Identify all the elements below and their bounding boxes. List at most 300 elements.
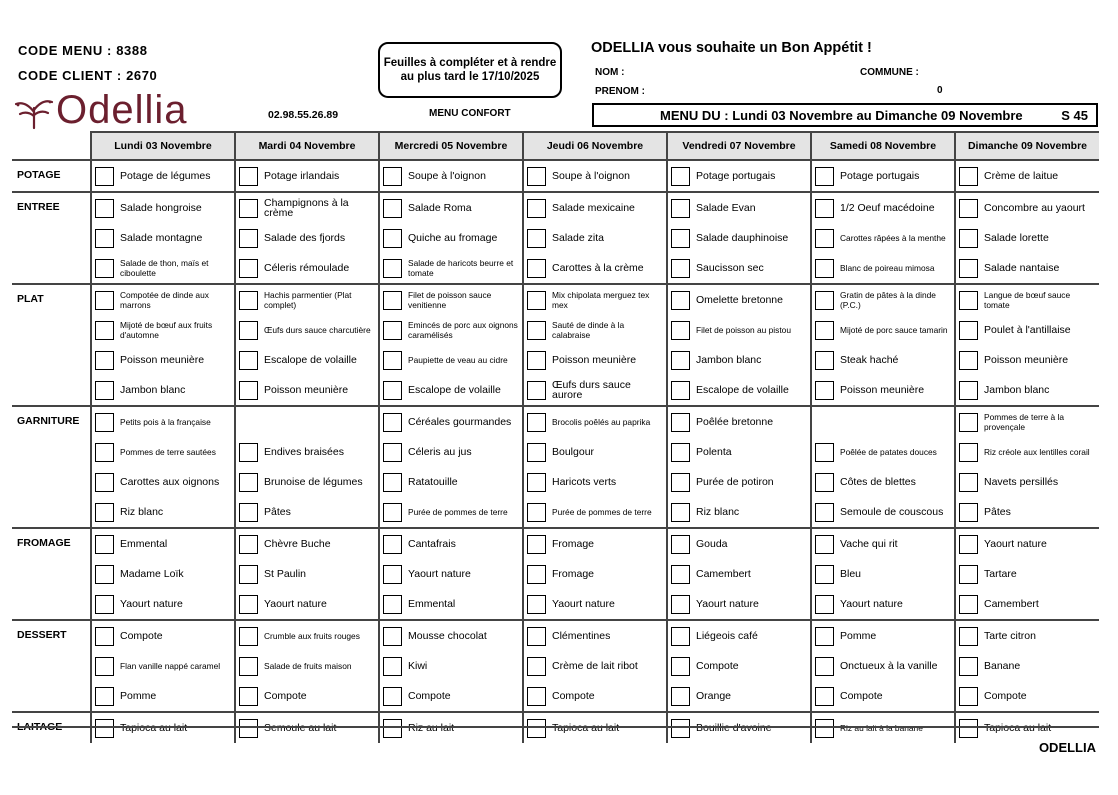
dish-label: Kiwi (408, 660, 428, 672)
choice-checkbox[interactable] (671, 229, 690, 248)
dish-label: Jambon blanc (984, 384, 1050, 396)
choice-checkbox[interactable] (815, 719, 834, 738)
choice-checkbox[interactable] (815, 167, 834, 186)
dish-label: Poisson meunière (984, 354, 1069, 366)
category-label: GARNITURE (12, 406, 91, 528)
menu-cell (811, 315, 955, 345)
choice-checkbox[interactable] (95, 199, 114, 218)
choice-checkbox[interactable] (671, 503, 690, 522)
choice-checkbox[interactable] (239, 503, 258, 522)
menu-cell (379, 528, 523, 559)
choice-checkbox[interactable] (671, 595, 690, 614)
choice-checkbox[interactable] (671, 199, 690, 218)
choice-checkbox[interactable] (383, 351, 402, 370)
dish-label: Salade de haricots beurre et tomate (408, 258, 514, 278)
choice-checkbox[interactable] (671, 535, 690, 554)
dish-label: Boulgour (552, 446, 595, 458)
menu-cell (379, 620, 523, 651)
menu-cell (235, 284, 379, 315)
dish-label: Langue de bœuf sauce tomate (984, 290, 1071, 310)
dish-label: St Paulin (264, 568, 307, 580)
choice-checkbox[interactable] (959, 291, 978, 310)
choice-checkbox[interactable] (959, 535, 978, 554)
dish-label: Jambon blanc (120, 384, 186, 396)
menu-cell (955, 437, 1099, 467)
logo (12, 88, 212, 132)
dish-label: Mix chipolata merguez tex mex (552, 290, 650, 310)
menu-cell (523, 528, 667, 559)
menu-cell (667, 467, 811, 497)
choice-checkbox[interactable] (383, 473, 402, 492)
menu-cell (667, 223, 811, 253)
dish-label: Liégeois café (696, 630, 758, 642)
choice-checkbox[interactable] (239, 321, 258, 340)
dish-label: Omelette bretonne (696, 294, 783, 306)
choice-checkbox[interactable] (815, 229, 834, 248)
deadline-line-2: au plus tard le 17/10/2025 (400, 71, 540, 83)
menu-row (12, 589, 1099, 620)
choice-checkbox[interactable] (527, 535, 546, 554)
menu-row (12, 160, 1099, 192)
week-number: S 45 (1061, 107, 1088, 123)
dish-label: Semoule de couscous (840, 506, 944, 518)
prenom-label: PRENOM : (595, 86, 645, 97)
menu-cell (379, 681, 523, 712)
choice-checkbox[interactable] (239, 291, 258, 310)
dish-label: Potage portugais (696, 170, 776, 182)
menu-row (12, 192, 1099, 223)
choice-checkbox[interactable] (239, 443, 258, 462)
dish-label: Clémentines (552, 630, 611, 642)
choice-checkbox[interactable] (239, 229, 258, 248)
choice-checkbox[interactable] (239, 657, 258, 676)
menu-cell (667, 375, 811, 406)
dish-label: Mousse chocolat (408, 630, 487, 642)
menu-cell (235, 192, 379, 223)
menu-cell (523, 345, 667, 375)
dish-label: Carottes râpées à la menthe (840, 233, 946, 243)
menu-cell (811, 528, 955, 559)
choice-checkbox[interactable] (383, 657, 402, 676)
choice-checkbox[interactable] (959, 565, 978, 584)
choice-checkbox[interactable] (383, 229, 402, 248)
menu-cell (91, 681, 235, 712)
dish-label: Tapioca au lait (984, 722, 1052, 734)
choice-checkbox[interactable] (95, 565, 114, 584)
choice-checkbox[interactable] (383, 413, 402, 432)
choice-checkbox[interactable] (95, 687, 114, 706)
menu-cell (523, 284, 667, 315)
menu-cell (91, 651, 235, 681)
choice-checkbox[interactable] (239, 627, 258, 646)
choice-checkbox[interactable] (95, 291, 114, 310)
dish-label: Salade zita (552, 232, 604, 244)
choice-checkbox[interactable] (959, 381, 978, 400)
choice-checkbox[interactable] (671, 473, 690, 492)
choice-checkbox[interactable] (527, 291, 546, 310)
choice-checkbox[interactable] (527, 657, 546, 676)
dish-label: Salade lorette (984, 232, 1049, 244)
menu-cell (667, 192, 811, 223)
choice-checkbox[interactable] (383, 503, 402, 522)
choice-checkbox[interactable] (671, 351, 690, 370)
dish-label: Yaourt nature (696, 598, 759, 610)
dish-label: Yaourt nature (408, 568, 471, 580)
choice-checkbox[interactable] (239, 473, 258, 492)
choice-checkbox[interactable] (959, 503, 978, 522)
dish-label: Potage de légumes (120, 170, 211, 182)
menu-cell (235, 375, 379, 406)
menu-cell (811, 253, 955, 284)
dish-label: Potage irlandais (264, 170, 340, 182)
choice-checkbox[interactable] (95, 351, 114, 370)
choice-checkbox[interactable] (527, 443, 546, 462)
choice-checkbox[interactable] (959, 259, 978, 278)
choice-checkbox[interactable] (95, 259, 114, 278)
dish-label: Chèvre Buche (264, 538, 331, 550)
day-header: Mercredi 05 Novembre (379, 132, 523, 160)
choice-checkbox[interactable] (959, 719, 978, 738)
menu-cell (811, 681, 955, 712)
menu-row (12, 284, 1099, 315)
menu-cell (379, 315, 523, 345)
choice-checkbox[interactable] (527, 259, 546, 278)
menu-cell (379, 253, 523, 284)
choice-checkbox[interactable] (671, 167, 690, 186)
dish-label: 1/2 Oeuf macédoine (840, 202, 935, 214)
dish-label: Pomme (840, 630, 877, 642)
menu-row (12, 559, 1099, 589)
dish-label: Poêlée de patates douces (840, 447, 937, 457)
choice-checkbox[interactable] (95, 321, 114, 340)
choice-checkbox[interactable] (959, 413, 978, 432)
greeting: ODELLIA vous souhaite un Bon Appétit ! (591, 40, 872, 56)
menu-cell (523, 589, 667, 620)
choice-checkbox[interactable] (383, 595, 402, 614)
dish-label: Blanc de poireau mimosa (840, 263, 935, 273)
menu-cell (523, 437, 667, 467)
choice-checkbox[interactable] (671, 719, 690, 738)
deadline-notice (378, 42, 562, 98)
day-header: Dimanche 09 Novembre (955, 132, 1099, 160)
choice-checkbox[interactable] (95, 595, 114, 614)
choice-checkbox[interactable] (815, 595, 834, 614)
menu-cell (91, 528, 235, 559)
choice-checkbox[interactable] (527, 719, 546, 738)
menu-cell (811, 589, 955, 620)
choice-checkbox[interactable] (527, 229, 546, 248)
dish-label: Banane (984, 660, 1021, 672)
commune-label: COMMUNE : (860, 67, 919, 78)
menu-row (12, 223, 1099, 253)
choice-checkbox[interactable] (815, 687, 834, 706)
choice-checkbox[interactable] (959, 351, 978, 370)
choice-checkbox[interactable] (95, 473, 114, 492)
choice-checkbox[interactable] (239, 381, 258, 400)
choice-checkbox[interactable] (239, 167, 258, 186)
menu-row (12, 437, 1099, 467)
day-header: Jeudi 06 Novembre (523, 132, 667, 160)
dish-label: Côtes de blettes (840, 476, 916, 488)
dish-label: Onctueux à la vanille (840, 660, 938, 672)
choice-checkbox[interactable] (671, 657, 690, 676)
dish-label: Pâtes (264, 506, 291, 518)
menu-cell (955, 559, 1099, 589)
category-label: DESSERT (12, 620, 91, 712)
choice-checkbox[interactable] (815, 321, 834, 340)
choice-checkbox[interactable] (815, 503, 834, 522)
dish-label: Saucisson sec (696, 262, 764, 274)
choice-checkbox[interactable] (671, 413, 690, 432)
choice-checkbox[interactable] (959, 167, 978, 186)
dish-label: Camembert (696, 568, 751, 580)
choice-checkbox[interactable] (527, 473, 546, 492)
menu-cell (955, 375, 1099, 406)
choice-checkbox[interactable] (959, 199, 978, 218)
menu-row (12, 315, 1099, 345)
menu-cell (955, 467, 1099, 497)
dish-label: Compotée de dinde aux marrons (120, 290, 209, 310)
menu-cell (235, 467, 379, 497)
menu-row (12, 467, 1099, 497)
menu-cell (523, 375, 667, 406)
menu-cell (235, 497, 379, 528)
menu-cell (811, 437, 955, 467)
menu-cell (955, 253, 1099, 284)
dish-label: Riz créole aux lentilles corail (984, 447, 1090, 457)
choice-checkbox[interactable] (239, 351, 258, 370)
menu-cell (235, 681, 379, 712)
menu-cell (91, 375, 235, 406)
menu-row (12, 620, 1099, 651)
choice-checkbox[interactable] (815, 565, 834, 584)
dish-label: Pommes de terre à la provençale (984, 412, 1065, 432)
dish-label: Yaourt nature (264, 598, 327, 610)
menu-cell (379, 467, 523, 497)
choice-checkbox[interactable] (815, 259, 834, 278)
choice-checkbox[interactable] (671, 687, 690, 706)
menu-cell (91, 589, 235, 620)
menu-cell (667, 681, 811, 712)
menu-cell (667, 160, 811, 192)
choice-checkbox[interactable] (959, 657, 978, 676)
choice-checkbox[interactable] (527, 167, 546, 186)
menu-cell (523, 160, 667, 192)
choice-checkbox[interactable] (959, 595, 978, 614)
dish-label: Brocolis poêlés au paprika (552, 417, 651, 427)
choice-checkbox[interactable] (671, 259, 690, 278)
choice-checkbox[interactable] (527, 503, 546, 522)
choice-checkbox[interactable] (95, 381, 114, 400)
dish-label: Fromage (552, 538, 595, 550)
choice-checkbox[interactable] (383, 167, 402, 186)
dish-label: Purée de pommes de terre (408, 507, 508, 517)
deadline-line-1: Feuilles à compléter et à rendre (383, 57, 557, 69)
dish-label: Pâtes (984, 506, 1011, 518)
choice-checkbox[interactable] (239, 259, 258, 278)
menu-cell (667, 437, 811, 467)
dish-label: Salade de thon, maïs et ciboulette (120, 258, 209, 278)
choice-checkbox[interactable] (815, 351, 834, 370)
choice-checkbox[interactable] (383, 199, 402, 218)
dish-label: Soupe à l'oignon (552, 170, 630, 182)
menu-cell (379, 160, 523, 192)
choice-checkbox[interactable] (815, 291, 834, 310)
choice-checkbox[interactable] (95, 413, 114, 432)
dish-label: Ratatouille (408, 476, 458, 488)
menu-cell (379, 375, 523, 406)
menu-cell (235, 651, 379, 681)
menu-cell (235, 160, 379, 192)
choice-checkbox[interactable] (527, 595, 546, 614)
dish-label: Pommes de terre sautées (120, 447, 216, 457)
choice-checkbox[interactable] (95, 535, 114, 554)
choice-checkbox[interactable] (239, 199, 258, 218)
choice-checkbox[interactable] (239, 565, 258, 584)
dish-label: Salade hongroise (120, 202, 202, 214)
choice-checkbox[interactable] (815, 535, 834, 554)
menu-cell (811, 223, 955, 253)
dish-label: Crumble aux fruits rouges (264, 631, 360, 641)
menu-cell (91, 253, 235, 284)
choice-checkbox[interactable] (815, 627, 834, 646)
logo-text: Odellia (56, 88, 188, 132)
choice-checkbox[interactable] (671, 291, 690, 310)
menu-row (12, 497, 1099, 528)
choice-checkbox[interactable] (671, 627, 690, 646)
dish-label: Compote (408, 690, 451, 702)
dish-label: Haricots verts (552, 476, 617, 488)
choice-checkbox[interactable] (959, 443, 978, 462)
footer-brand: ODELLIA (1038, 740, 1096, 755)
choice-checkbox[interactable] (383, 535, 402, 554)
choice-checkbox[interactable] (671, 565, 690, 584)
menu-cell (667, 284, 811, 315)
choice-checkbox[interactable] (527, 381, 546, 400)
choice-checkbox[interactable] (959, 321, 978, 340)
choice-checkbox[interactable] (95, 657, 114, 676)
choice-checkbox[interactable] (383, 321, 402, 340)
choice-checkbox[interactable] (527, 321, 546, 340)
menu-cell (379, 437, 523, 467)
menu-cell (811, 620, 955, 651)
dish-label: Quiche au fromage (408, 232, 498, 244)
dish-label: Madame Loïk (120, 568, 184, 580)
choice-checkbox[interactable] (239, 535, 258, 554)
menu-cell (811, 345, 955, 375)
menu-cell (91, 345, 235, 375)
choice-checkbox[interactable] (95, 503, 114, 522)
menu-cell (523, 406, 667, 437)
dish-label: Poêlée bretonne (696, 416, 774, 428)
choice-checkbox[interactable] (959, 627, 978, 646)
choice-checkbox[interactable] (527, 565, 546, 584)
choice-checkbox[interactable] (815, 443, 834, 462)
dish-label: Poisson meunière (120, 354, 205, 366)
menu-type: MENU CONFORT (429, 108, 511, 119)
dish-label: Poisson meunière (264, 384, 349, 396)
choice-checkbox[interactable] (671, 321, 690, 340)
menu-row (12, 375, 1099, 406)
choice-checkbox[interactable] (527, 687, 546, 706)
choice-checkbox[interactable] (95, 443, 114, 462)
choice-checkbox[interactable] (527, 627, 546, 646)
menu-cell (667, 620, 811, 651)
dish-label: Œufs durs sauce aurore (552, 379, 631, 401)
choice-checkbox[interactable] (527, 351, 546, 370)
menu-period: MENU DU : Lundi 03 Novembre au Dimanche 09 Novembre (660, 107, 1023, 123)
choice-checkbox[interactable] (383, 565, 402, 584)
choice-checkbox[interactable] (671, 381, 690, 400)
phone-number: 02.98.55.26.89 (268, 109, 339, 121)
menu-cell (955, 160, 1099, 192)
choice-checkbox[interactable] (95, 627, 114, 646)
choice-checkbox[interactable] (239, 719, 258, 738)
menu-cell (667, 589, 811, 620)
choice-checkbox[interactable] (383, 687, 402, 706)
dish-label: Orange (696, 690, 732, 702)
menu-cell (91, 160, 235, 192)
category-label: ENTREE (12, 192, 91, 284)
choice-checkbox[interactable] (383, 627, 402, 646)
menu-cell (379, 589, 523, 620)
choice-checkbox[interactable] (239, 687, 258, 706)
choice-checkbox[interactable] (815, 473, 834, 492)
choice-checkbox[interactable] (383, 259, 402, 278)
dish-label: Camembert (984, 598, 1039, 610)
dish-label: Compote (552, 690, 595, 702)
dish-label: Semoule au lait (264, 722, 337, 734)
choice-checkbox[interactable] (383, 719, 402, 738)
menu-cell (811, 559, 955, 589)
dish-label: Brunoise de légumes (264, 476, 363, 488)
choice-checkbox[interactable] (815, 199, 834, 218)
dish-label: Salade Roma (408, 202, 472, 214)
choice-checkbox[interactable] (383, 291, 402, 310)
choice-checkbox[interactable] (815, 657, 834, 676)
menu-cell (379, 223, 523, 253)
dish-label: Polenta (696, 446, 732, 458)
menu-cell (955, 681, 1099, 712)
category-label: PLAT (12, 284, 91, 406)
choice-checkbox[interactable] (383, 381, 402, 400)
choice-checkbox[interactable] (95, 229, 114, 248)
dish-label: Compote (696, 660, 739, 672)
menu-cell (523, 253, 667, 284)
choice-checkbox[interactable] (959, 687, 978, 706)
commune-value: 0 (937, 85, 943, 96)
choice-checkbox[interactable] (95, 719, 114, 738)
choice-checkbox[interactable] (383, 443, 402, 462)
choice-checkbox[interactable] (671, 443, 690, 462)
menu-row (12, 528, 1099, 559)
choice-checkbox[interactable] (959, 473, 978, 492)
choice-checkbox[interactable] (959, 229, 978, 248)
dish-label: Escalope de volaille (264, 354, 357, 366)
dish-label: Riz au lait à la banane (840, 723, 923, 733)
choice-checkbox[interactable] (815, 381, 834, 400)
choice-checkbox[interactable] (239, 595, 258, 614)
choice-checkbox[interactable] (95, 167, 114, 186)
choice-checkbox[interactable] (527, 199, 546, 218)
dish-label: Bouillie d'avoine (696, 722, 772, 734)
dish-label: Salade mexicaine (552, 202, 635, 214)
dish-label: Cantafrais (408, 538, 456, 550)
choice-checkbox[interactable] (527, 413, 546, 432)
dish-label: Compote (120, 630, 163, 642)
menu-cell (523, 559, 667, 589)
menu-cell (91, 192, 235, 223)
